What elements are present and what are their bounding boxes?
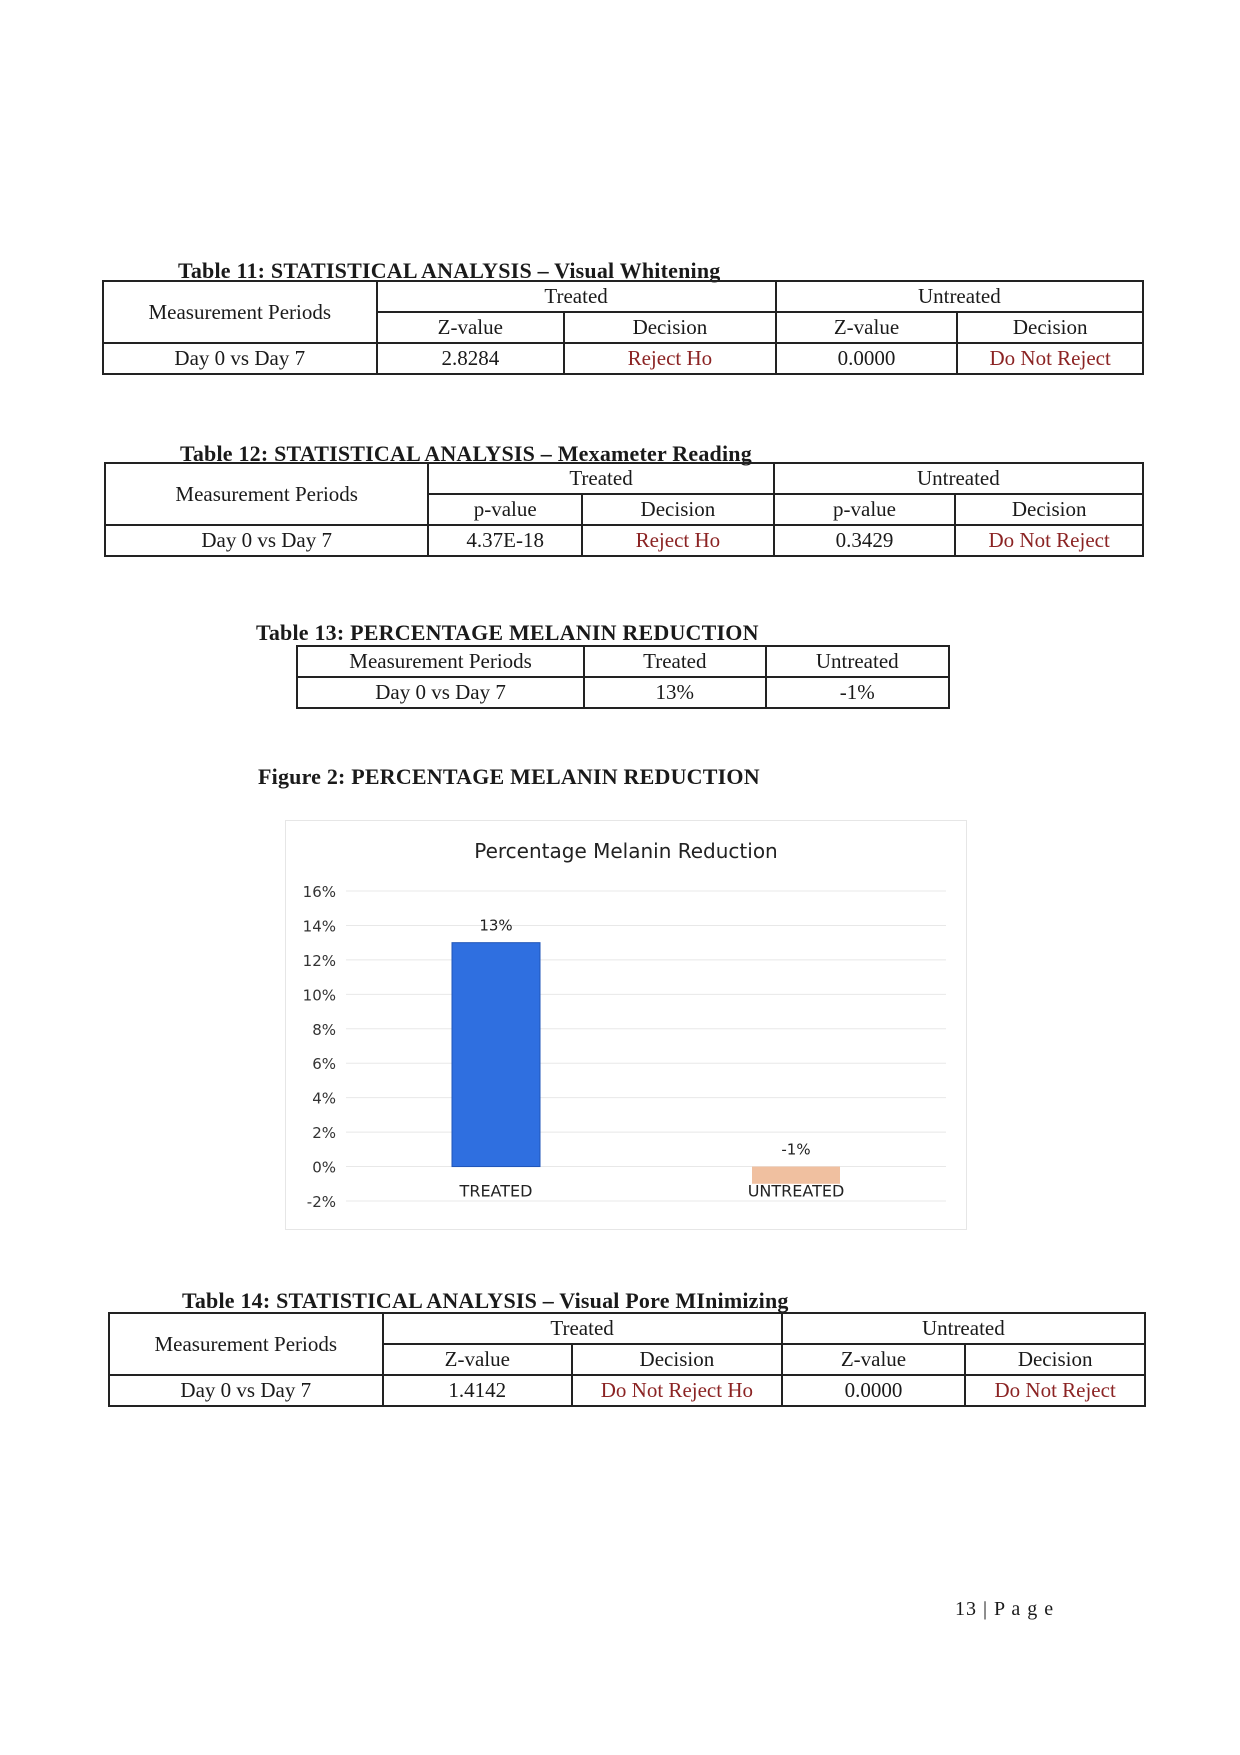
header-untreated: Untreated (774, 463, 1143, 494)
y-tick-label: 4% (312, 1089, 336, 1108)
cell-treated-z-value: 1.4142 (383, 1375, 573, 1406)
y-tick-label: 8% (312, 1020, 336, 1039)
table-row (297, 677, 949, 708)
chart-title: Percentage Melanin Reduction (474, 839, 778, 863)
y-tick-label: 10% (302, 986, 336, 1005)
header-treated: Treated (428, 463, 773, 494)
header-measurement-periods: Measurement Periods (109, 1313, 383, 1375)
cell-treated-p-value: 4.37E-18 (428, 525, 582, 556)
cell-treated-decision: Do Not Reject Ho (572, 1375, 782, 1406)
cell-untreated-decision: Do Not Reject (965, 1375, 1145, 1406)
header-treated-decision: Decision (564, 312, 776, 343)
table-13-caption: Table 13: PERCENTAGE MELANIN REDUCTION (256, 620, 759, 645)
header-measurement-periods: Measurement Periods (105, 463, 428, 525)
figure-2-caption: Figure 2: PERCENTAGE MELANIN REDUCTION (258, 764, 760, 789)
header-treated: Treated (383, 1313, 782, 1344)
header-treated: Treated (377, 281, 776, 312)
cell-untreated-z-value: 0.0000 (776, 343, 958, 374)
header-measurement-periods: Measurement Periods (103, 281, 377, 343)
table-row (105, 525, 1143, 556)
bar (452, 943, 540, 1167)
header-treated-decision: Decision (582, 494, 774, 525)
y-tick-label: 14% (302, 917, 336, 936)
cell-treated-decision: Reject Ho (564, 343, 776, 374)
data-label: 13% (479, 916, 513, 935)
page-number: 13 | P a g e (955, 1598, 1055, 1620)
cell-untreated-decision: Do Not Reject (957, 343, 1143, 374)
cell-untreated-z-value: 0.0000 (782, 1375, 966, 1406)
table-14 (108, 1312, 1146, 1407)
header-untreated: Untreated (766, 646, 950, 677)
table-row (103, 343, 1143, 374)
header-untreated-z-value: Z-value (776, 312, 958, 343)
table-12-caption: Table 12: STATISTICAL ANALYSIS – Mexameter Reading (180, 441, 752, 466)
cell-period: Day 0 vs Day 7 (103, 343, 377, 374)
header-treated-z-value: Z-value (383, 1344, 573, 1375)
header-untreated-decision: Decision (955, 494, 1143, 525)
header-untreated-p-value: p-value (774, 494, 956, 525)
cell-treated: 13% (584, 677, 765, 708)
melanin-reduction-chart (285, 820, 967, 1230)
table-row (109, 1375, 1145, 1406)
table-13 (296, 645, 950, 709)
y-tick-label: 16% (302, 883, 336, 901)
cell-treated-z-value: 2.8284 (377, 343, 565, 374)
cell-untreated: -1% (766, 677, 950, 708)
header-treated-z-value: Z-value (377, 312, 565, 343)
chart-svg (286, 821, 966, 1229)
y-tick-label: 0% (312, 1158, 336, 1177)
y-tick-label: 2% (312, 1124, 336, 1143)
table-11 (102, 280, 1144, 375)
header-treated-decision: Decision (572, 1344, 782, 1375)
header-untreated-z-value: Z-value (782, 1344, 966, 1375)
cell-untreated-p-value: 0.3429 (774, 525, 956, 556)
cell-treated-decision: Reject Ho (582, 525, 774, 556)
header-treated-p-value: p-value (428, 494, 582, 525)
y-tick-label: 12% (302, 951, 336, 970)
table-14-caption: Table 14: STATISTICAL ANALYSIS – Visual Pore MInimizing (182, 1288, 789, 1313)
category-label: UNTREATED (747, 1181, 845, 1201)
cell-period: Day 0 vs Day 7 (105, 525, 428, 556)
y-tick-label: -2% (306, 1193, 336, 1211)
table-11-caption: Table 11: STATISTICAL ANALYSIS – Visual Whitening (178, 258, 721, 283)
header-untreated: Untreated (782, 1313, 1145, 1344)
data-label: -1% (781, 1140, 811, 1159)
header-untreated-decision: Decision (965, 1344, 1145, 1375)
header-untreated: Untreated (776, 281, 1143, 312)
y-tick-label: 6% (312, 1055, 336, 1074)
cell-untreated-decision: Do Not Reject (955, 525, 1143, 556)
header-untreated-decision: Decision (957, 312, 1143, 343)
header-measurement-periods: Measurement Periods (297, 646, 584, 677)
header-treated: Treated (584, 646, 765, 677)
cell-period: Day 0 vs Day 7 (297, 677, 584, 708)
category-label: TREATED (459, 1181, 533, 1201)
table-12 (104, 462, 1144, 557)
cell-period: Day 0 vs Day 7 (109, 1375, 383, 1406)
